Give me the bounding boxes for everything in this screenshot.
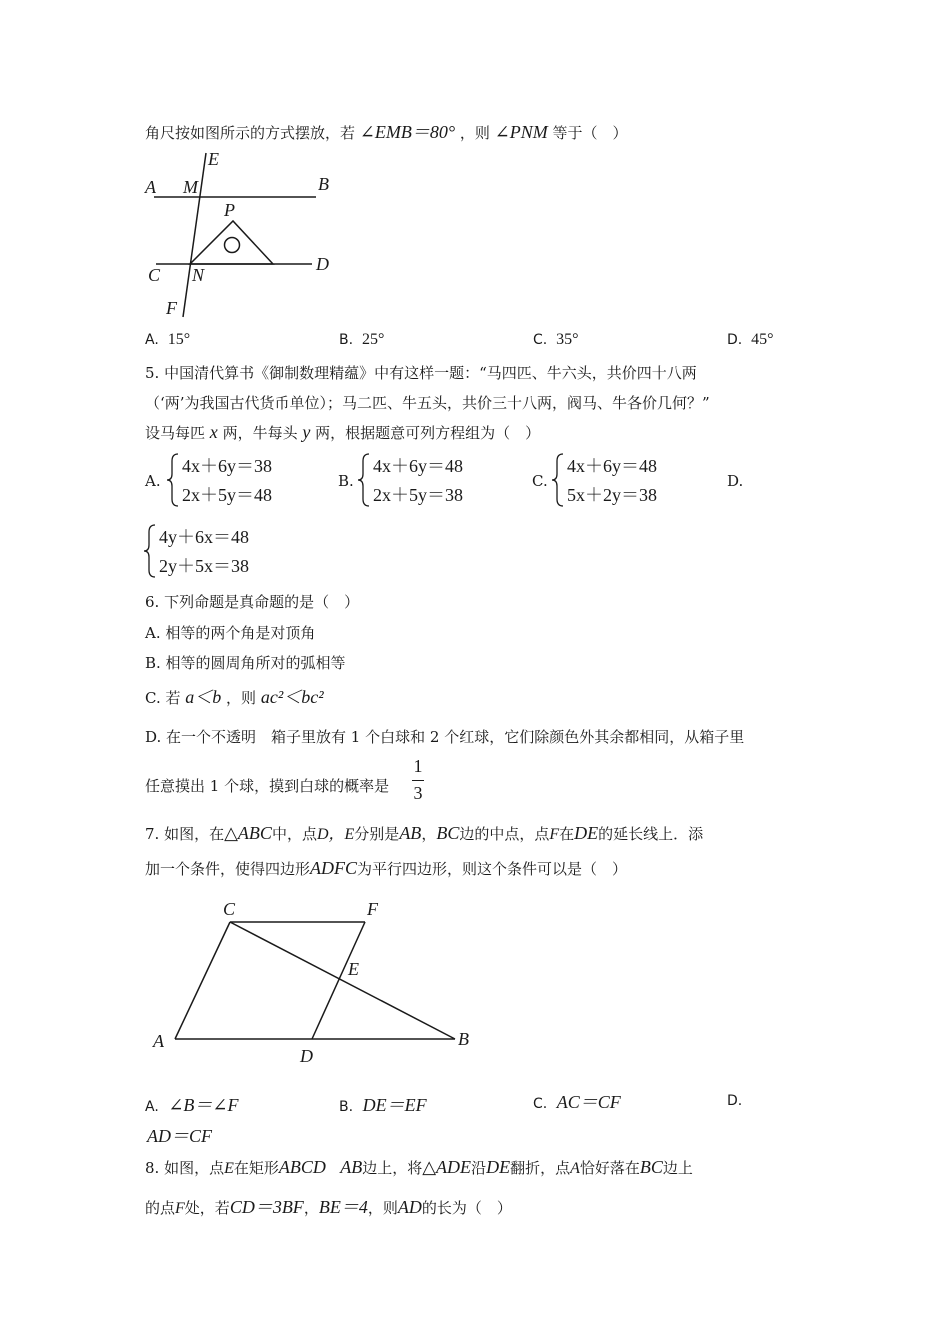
q5-option-b-system[interactable]: 4x＋6y＝48 2x＋5y＝38 bbox=[357, 452, 497, 508]
q4-figure bbox=[140, 145, 340, 325]
set-square bbox=[190, 221, 273, 264]
segment-ca bbox=[175, 922, 230, 1039]
label-p: P bbox=[224, 200, 235, 220]
q4-expr-pnm: ∠PNM bbox=[494, 122, 548, 142]
q7-line1: 7. 如图，在△ABC中，点D，E分别是AB，BC边的中点，点F在DE的延长线上．添 bbox=[145, 823, 704, 843]
set-square-hole bbox=[225, 238, 240, 253]
q7-figure bbox=[145, 893, 485, 1068]
segment-df bbox=[312, 922, 365, 1039]
q7-option-c[interactable]: C. AC＝CF bbox=[533, 1092, 621, 1112]
label-d: D bbox=[300, 1046, 313, 1066]
label-e: E bbox=[348, 959, 359, 979]
q6-option-d-line2[interactable]: 任意摸出 1 个球，摸到白球的概率是 bbox=[145, 777, 390, 795]
q4-expr-emb: ∠EMB＝80° bbox=[359, 122, 456, 142]
label-c: C bbox=[223, 899, 236, 919]
q4-option-c[interactable]: C. 35° bbox=[533, 331, 579, 348]
brace-icon bbox=[357, 452, 371, 508]
q4-option-d[interactable]: D. 45° bbox=[727, 331, 774, 348]
q8-line1: 8. 如图，点E在矩形ABCD AB边上，将△ADE沿DE翻折，点A恰好落在BC边上 bbox=[145, 1157, 693, 1177]
q7-option-b[interactable]: B. DE＝EF bbox=[339, 1095, 427, 1115]
label-c: C bbox=[148, 265, 161, 285]
q5-option-d-system[interactable]: 4y＋6x＝48 2y＋5x＝38 bbox=[143, 523, 283, 579]
label-b: B bbox=[318, 174, 329, 194]
label-d: D bbox=[316, 254, 329, 274]
brace-icon bbox=[166, 452, 180, 508]
label-b: B bbox=[458, 1029, 469, 1049]
label-f: F bbox=[367, 899, 378, 919]
segment-cb bbox=[230, 922, 455, 1039]
q6-option-a[interactable]: A. 相等的两个角是对顶角 bbox=[145, 624, 316, 642]
q5-line3: 设马每匹 x 两，牛每头 y 两，根据题意可列方程组为（ ） bbox=[145, 422, 541, 442]
q5-line2: （‘两’为我国古代货币单位）；马二匹、牛五头，共价三十八两，阀马、牛各价几何？” bbox=[145, 394, 710, 412]
q6-option-c[interactable]: C. 若 a＜b ，则 ac²＜bc² bbox=[145, 687, 324, 707]
q8-line2: 的点F处，若CD＝3BF，BE＝4，则AD的长为（ ） bbox=[145, 1197, 512, 1217]
label-n: N bbox=[192, 265, 205, 285]
q4-option-b[interactable]: B. 25° bbox=[339, 331, 385, 348]
label-m: M bbox=[183, 177, 198, 197]
q6-option-d-line1[interactable]: D. 在一个不透明 箱子里放有 1 个白球和 2 个红球，它们除颜色外其余都相同，从箱子里 bbox=[145, 728, 745, 746]
q4-stem: 角尺按如图所示的方式摆放，若 ∠EMB＝80° ，则 ∠PNM 等于（ ） bbox=[145, 122, 628, 142]
fraction-bar bbox=[412, 780, 424, 781]
q7-option-d-value[interactable]: AD＝CF bbox=[147, 1126, 212, 1146]
q7-option-d-label[interactable]: D. bbox=[727, 1093, 743, 1109]
brace-icon bbox=[143, 523, 157, 579]
q7-option-a[interactable]: A. ∠B＝∠F bbox=[145, 1095, 239, 1115]
q5-option-a-system[interactable]: 4x＋6y＝38 2x＋5y＝48 bbox=[166, 452, 306, 508]
q6-stem: 6. 下列命题是真命题的是（ ） bbox=[145, 593, 360, 611]
q5-option-b-label[interactable]: B. bbox=[338, 472, 354, 490]
q7-line2: 加一个条件，使得四边形ADFC为平行四边形，则这个条件可以是（ ） bbox=[145, 858, 628, 878]
brace-icon bbox=[551, 452, 565, 508]
q4-option-a[interactable]: A. 15° bbox=[145, 331, 191, 348]
q5-option-a-label[interactable]: A. bbox=[145, 472, 161, 490]
q5-option-c-system[interactable]: 4x＋6y＝48 5x＋2y＝38 bbox=[551, 452, 691, 508]
label-a: A bbox=[145, 177, 156, 197]
label-e: E bbox=[208, 149, 219, 169]
label-a: A bbox=[153, 1031, 164, 1051]
q5-option-d-label[interactable]: D. bbox=[727, 472, 744, 490]
q5-line1: 5. 中国清代算书《御制数理精蕴》中有这样一题：“马四匹、牛六头，共价四十八两 bbox=[145, 364, 697, 382]
q5-option-c-label[interactable]: C. bbox=[532, 472, 548, 490]
label-f: F bbox=[166, 298, 177, 318]
q6-option-b[interactable]: B. 相等的圆周角所对的弧相等 bbox=[145, 654, 346, 672]
probability-fraction: 1 3 bbox=[413, 756, 423, 803]
